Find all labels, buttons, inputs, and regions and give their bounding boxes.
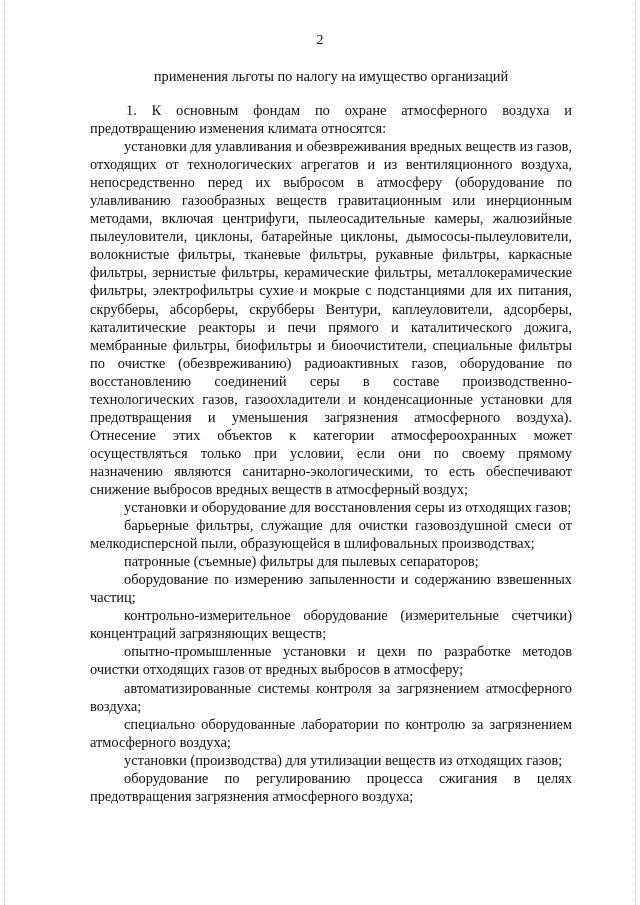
paragraph-barrier-filters: барьерные фильтры, служащие для очистки газовоздушной смеси от мелкодисперсной пыли, образующейся в шлифовальных производствах; [90, 518, 572, 553]
paragraph-cartridge-filters: патронные (съемные) фильтры для пылевых сепараторов; [124, 554, 479, 571]
paragraph-dust-measurement: оборудование по измерению запыленности и содержанию взвешенных частиц; [90, 572, 572, 607]
section-heading: применения льготы по налогу на имущество организаций [153, 69, 509, 85]
paragraph-sulfur-recovery: установки и оборудование для восстановления серы из отходящих газов; [124, 500, 572, 517]
document-body [90, 102, 572, 806]
paragraph-automated-systems: автоматизированные системы контроля за загрязнением атмосферного воздуха; [90, 680, 572, 715]
paragraph-laboratories: специально оборудованные лаборатории по контролю за загрязнением атмосферного воздуха; [90, 716, 572, 751]
scan-edge-left [4, 0, 6, 905]
scan-edge-right [635, 0, 637, 905]
paragraph-pilot-installations: опытно-промышленные установки и цехи по разработке методов очистки отходящих газов от вредных выбросов в атмосферу; [90, 644, 572, 679]
paragraph-control-equipment: контрольно-измерительное оборудование (измерительные счетчики) концентраций загрязняющих веществ; [90, 608, 572, 643]
paragraph-combustion-regulation: оборудование по регулированию процесса сжигания в целях предотвращения загрязнения атмосферного воздуха; [90, 770, 572, 805]
page-number: 2 [316, 33, 324, 48]
paragraph-intro: 1. К основным фондам по охране атмосферного воздуха и предотвращению изменения климата относятся: [90, 103, 572, 138]
paragraph-gas-cleaning-installations: установки для улавливания и обезвреживания вредных веществ из газов, отходящих от технологических агрегатов и из вентиляционного воздуха, непосредственно перед их выбросом в атмосферу (оборудование по улавливанию газообразных веществ гравитационным или инерционным методами, включая центрифуги, пылеосадительные камеры, жалюзийные пылеуловители, циклоны, батарейные циклоны, дымососы-пылеуловители, волокнистые фильтры, тканевые фильтры, рукавные фильтры, каркасные фильтры, зернистые фильтры, керамические фильтры, металлокерамические фильтры, электрофильтры сухие и мокрые с подстанциями для их питания, скрубберы, абсорберы, скрубберы Вентури, каплеуловители, адсорберы, каталитические реакторы и печи прямого и каталитического дожига, мембранные фильтры, биофильтры и биоочистители, специальные фильтры по очистке (обезвреживанию) радиоактивных газов, оборудование по восстановлению соединений серы в составе производственно-технологических газов, газоохладители и конденсационные установки для предотвращения и уменьшения загрязнения атмосферного воздуха). Отнесение этих объектов к категории атмосфероохранных может осуществляться только при условии, если они по своему прямому назначению являются санитарно-экологическими, то есть обеспечивают снижение выбросов вредных веществ в атмосферный воздух; [90, 139, 572, 498]
paragraph-utilization-installations: установки (производства) для утилизации веществ из отходящих газов; [124, 752, 563, 769]
